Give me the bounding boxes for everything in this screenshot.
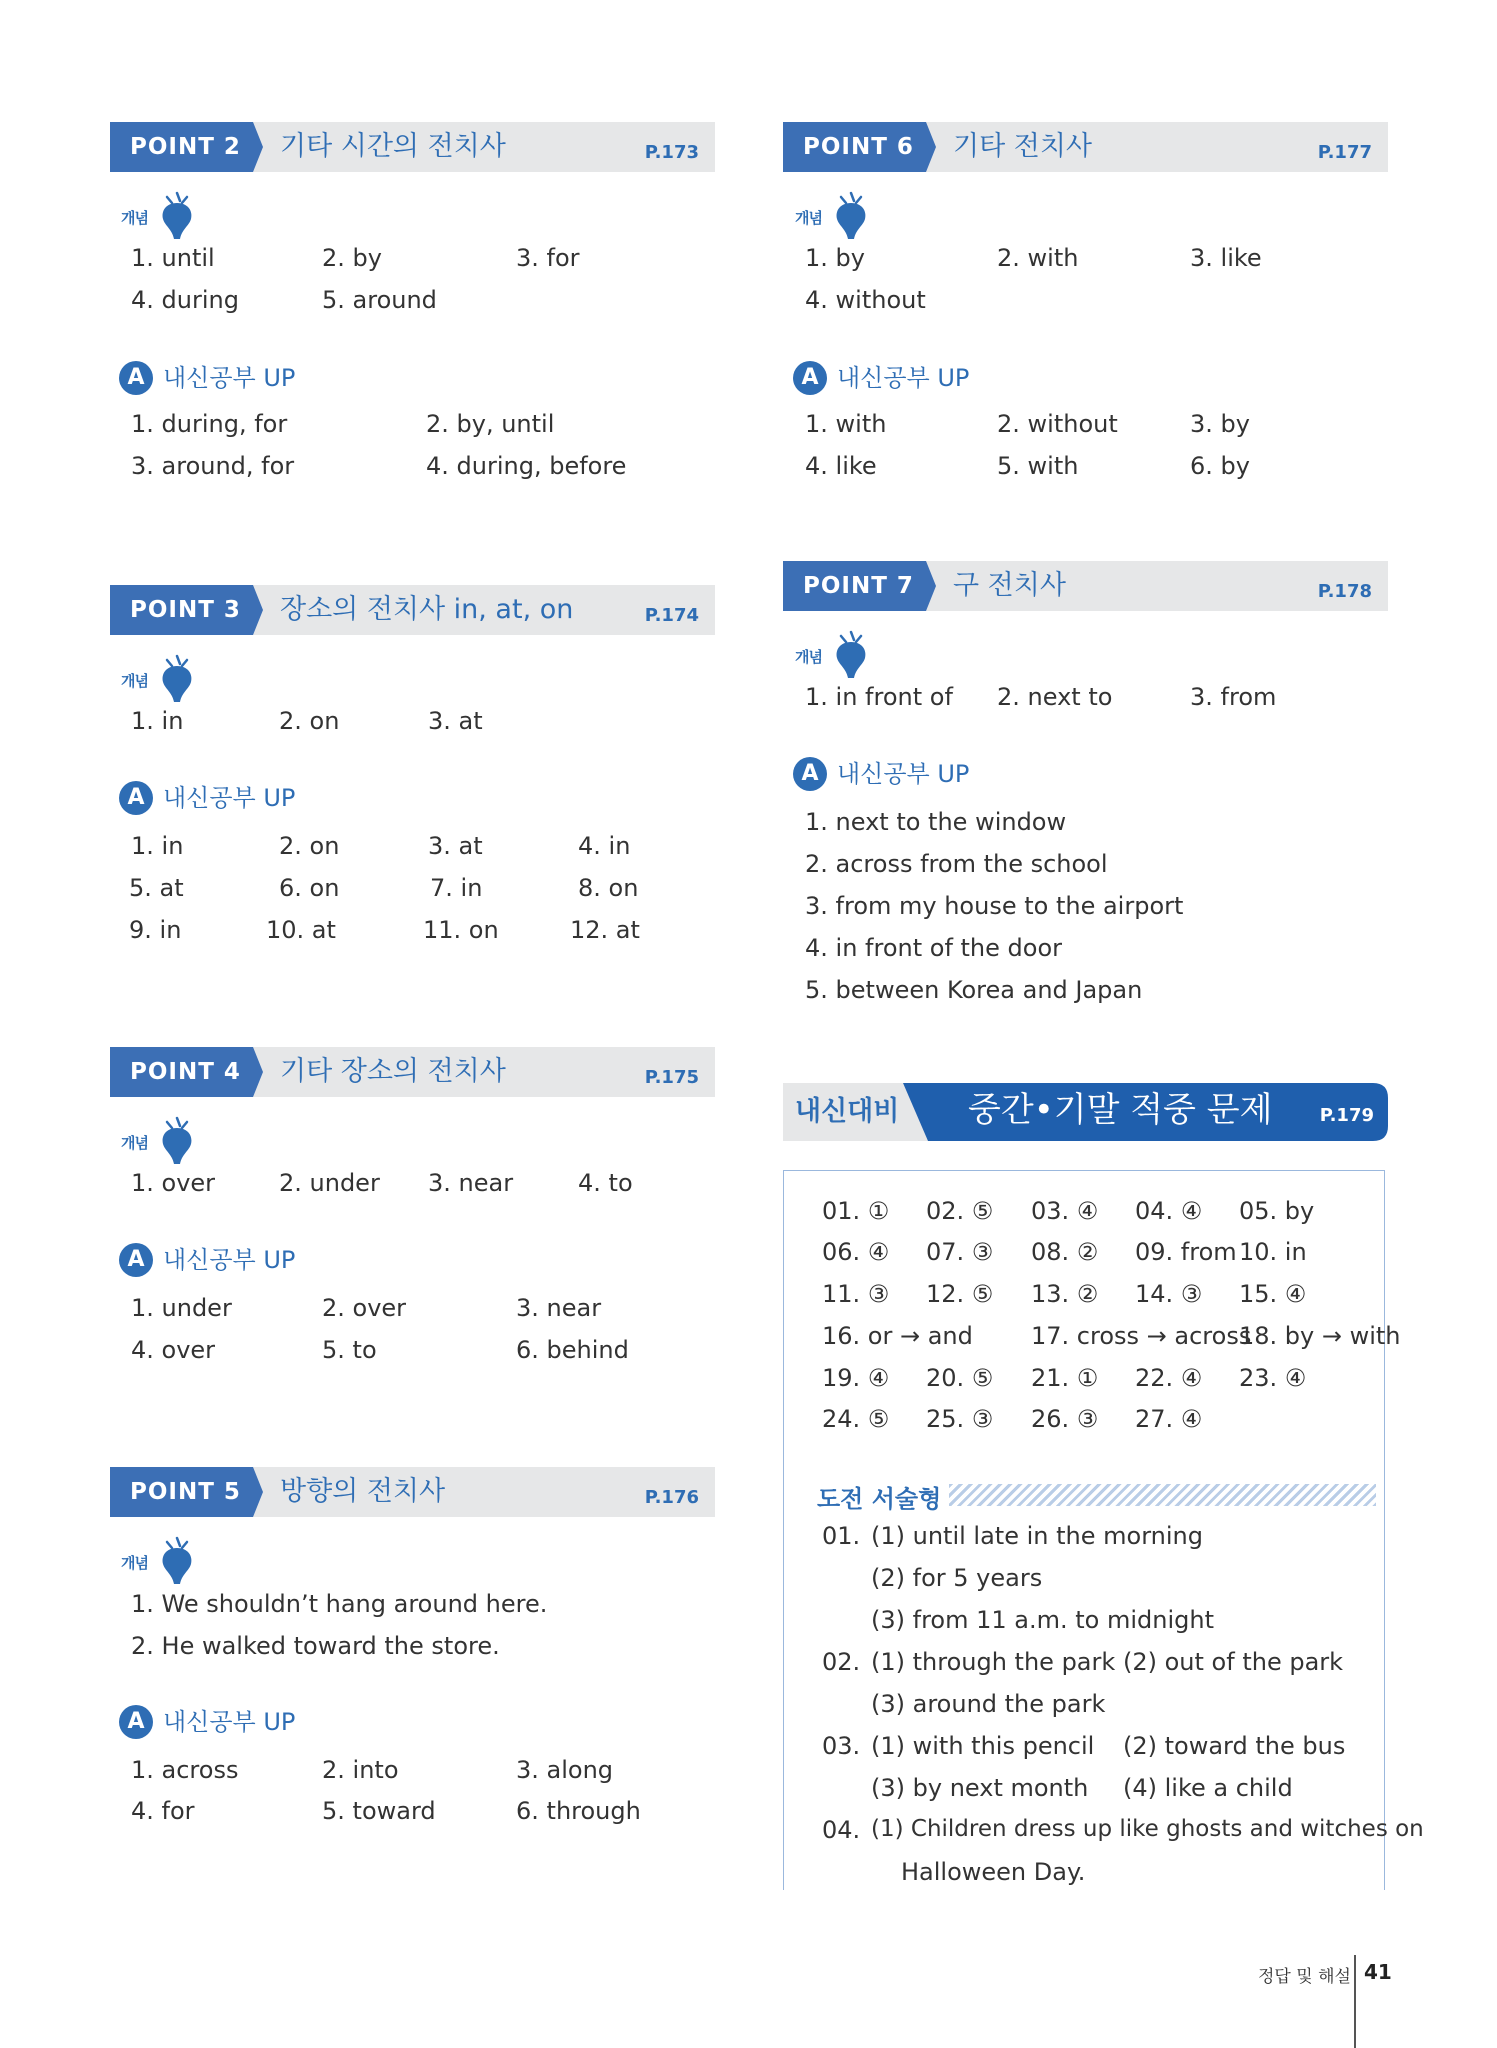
bulb-icon (157, 652, 197, 704)
concept-label (121, 652, 201, 704)
page-reference: P.175 (644, 1067, 699, 1088)
challenge-number: 02. (822, 1648, 861, 1676)
point-title: 기타 시간의 전치사 (280, 131, 506, 162)
point-badge: POINT 4 (110, 1047, 253, 1097)
answer-item: 5. at (129, 874, 184, 902)
page-number: 41 (1364, 1960, 1392, 1984)
challenge-number: 01. (822, 1522, 861, 1550)
answer-item: 6. through (516, 1797, 641, 1825)
answer-item: 3. along (516, 1756, 614, 1784)
circle-a-icon: A (119, 1705, 153, 1739)
answer-item: 2. by, until (426, 410, 555, 438)
challenge-answer: (1) with this pencil (871, 1732, 1095, 1760)
answer-item: 1. until (131, 244, 215, 272)
section-a-title: 내신공부 UP (163, 1708, 296, 1736)
challenge-answer: (2) out of the park (1123, 1648, 1344, 1676)
page-reference: P.178 (1317, 581, 1372, 602)
answer-item: 4. in front of the door (805, 934, 1063, 962)
exam-answer: 12. ⑤ (926, 1280, 994, 1308)
exam-answer: 15. ④ (1239, 1280, 1307, 1308)
exam-answer: 07. ③ (926, 1238, 994, 1266)
point-badge: POINT 7 (783, 561, 926, 611)
challenge-title: 도전 서술형 (817, 1485, 942, 1513)
page-reference: P.177 (1317, 142, 1372, 163)
concept-text: 개념 (121, 209, 148, 227)
answer-item: 1. with (805, 410, 887, 438)
exam-answer: 27. ④ (1135, 1405, 1203, 1433)
answer-item: 3. around, for (131, 452, 295, 480)
section-a-title: 내신공부 UP (163, 1246, 296, 1274)
answer-item: 5. between Korea and Japan (805, 976, 1143, 1004)
answer-item: 3. for (516, 244, 580, 272)
answer-item: 5. around (322, 286, 437, 314)
section-a-title: 내신공부 UP (163, 784, 296, 812)
point-badge: POINT 3 (110, 585, 253, 635)
challenge-answer: (1) until late in the morning (871, 1522, 1203, 1550)
answer-item: 4. like (805, 452, 877, 480)
answer-item: 8. on (578, 874, 639, 902)
page-reference: P.179 (1319, 1105, 1374, 1126)
answer-item: 1. in (131, 832, 184, 860)
exam-answer: 24. ⑤ (822, 1405, 890, 1433)
answer-item: 3. at (428, 832, 483, 860)
section-a-title: 내신공부 UP (163, 364, 296, 392)
exam-answer: 26. ③ (1031, 1405, 1099, 1433)
answer-item: 1. in front of (805, 683, 953, 711)
concept-text: 개념 (795, 648, 822, 666)
answer-item: 1. by (805, 244, 865, 272)
answer-item: 1. during, for (131, 410, 288, 438)
exam-answer: 11. ③ (822, 1280, 890, 1308)
point-badge: POINT 2 (110, 122, 253, 172)
circle-a-icon: A (793, 361, 827, 395)
answer-item: 2. on (279, 832, 340, 860)
answer-item: 2. into (322, 1756, 399, 1784)
point7-header (783, 561, 1388, 611)
answer-item: 11. on (423, 916, 499, 944)
circle-a-icon: A (793, 757, 827, 791)
answer-item: 3. from (1190, 683, 1277, 711)
answer-item: 1. in (131, 707, 184, 735)
answer-item: 3. near (428, 1169, 514, 1197)
answer-item: 1. We shouldn’t hang around here. (131, 1590, 548, 1618)
exam-answer: 22. ④ (1135, 1364, 1203, 1392)
challenge-answer: Halloween Day. (901, 1858, 1086, 1886)
exam-answer: 02. ⑤ (926, 1197, 994, 1225)
answer-item: 2. on (279, 707, 340, 735)
answer-item: 5. with (997, 452, 1079, 480)
exam-answer: 13. ② (1031, 1280, 1099, 1308)
answer-item: 1. next to the window (805, 808, 1067, 836)
page-reference: P.173 (644, 142, 699, 163)
challenge-number: 03. (822, 1732, 861, 1760)
answer-item: 5. to (322, 1336, 377, 1364)
point-title: 구 전치사 (953, 570, 1066, 601)
exam-answer: 03. ④ (1031, 1197, 1099, 1225)
challenge-answer: (1) through the park (871, 1648, 1116, 1676)
section-a-title: 내신공부 UP (837, 364, 970, 392)
section-a-title: 내신공부 UP (837, 760, 970, 788)
footer-text: 정답 및 해설 (1258, 1967, 1351, 1987)
challenge-divider (949, 1484, 1376, 1506)
exam-answer: 25. ③ (926, 1405, 994, 1433)
challenge-answer: (3) around the park (871, 1690, 1106, 1718)
circle-a-icon: A (119, 361, 153, 395)
exam-answer: 20. ⑤ (926, 1364, 994, 1392)
challenge-answer: (1) Children dress up like ghosts and witches on (871, 1816, 1424, 1842)
exam-answer: 10. in (1239, 1238, 1307, 1266)
point5-header (110, 1467, 715, 1517)
footer-divider (1354, 1955, 1356, 2048)
exam-answer: 18. by → with (1239, 1322, 1401, 1350)
answer-item: 1. under (131, 1294, 232, 1322)
answer-item: 6. on (279, 874, 340, 902)
answer-item: 12. at (570, 916, 640, 944)
bulb-icon (831, 628, 871, 680)
answer-item: 2. across from the school (805, 850, 1108, 878)
answer-item: 2. with (997, 244, 1079, 272)
answer-item: 6. by (1190, 452, 1250, 480)
concept-text: 개념 (121, 1134, 148, 1152)
exam-answer: 09. from (1135, 1238, 1237, 1266)
point-badge: POINT 6 (783, 122, 926, 172)
exam-title: 중간•기말 적중 문제 (968, 1090, 1273, 1130)
answer-item: 3. like (1190, 244, 1262, 272)
point4-header (110, 1047, 715, 1097)
page-reference: P.176 (644, 1487, 699, 1508)
exam-answer: 06. ④ (822, 1238, 890, 1266)
answer-item: 4. during (131, 286, 239, 314)
answer-item: 4. without (805, 286, 926, 314)
exam-answer: 05. by (1239, 1197, 1315, 1225)
concept-label (121, 1534, 201, 1586)
answer-item: 9. in (129, 916, 182, 944)
concept-label (121, 1114, 201, 1166)
concept-label (121, 189, 201, 241)
circle-a-icon: A (119, 1243, 153, 1277)
answer-item: 1. across (131, 1756, 239, 1784)
point-title: 장소의 전치사 in, at, on (280, 594, 574, 625)
point-badge: POINT 5 (110, 1467, 253, 1517)
answer-item: 6. behind (516, 1336, 629, 1364)
point2-header (110, 122, 715, 172)
bulb-icon (157, 1534, 197, 1586)
answer-item: 4. for (131, 1797, 195, 1825)
answer-item: 5. toward (322, 1797, 436, 1825)
answer-item: 2. over (322, 1294, 407, 1322)
point-title: 기타 전치사 (953, 131, 1092, 162)
exam-answer: 04. ④ (1135, 1197, 1203, 1225)
answer-item: 1. over (131, 1169, 216, 1197)
answer-item: 4. to (578, 1169, 633, 1197)
point-title: 방향의 전치사 (280, 1476, 446, 1507)
bulb-icon (157, 189, 197, 241)
concept-text: 개념 (121, 672, 148, 690)
answer-item: 3. near (516, 1294, 602, 1322)
exam-header (783, 1083, 1388, 1141)
exam-answer: 17. cross → across (1031, 1322, 1252, 1350)
bulb-icon (157, 1114, 197, 1166)
answer-item: 2. by (322, 244, 382, 272)
challenge-number: 04. (822, 1816, 861, 1844)
point6-header (783, 122, 1388, 172)
concept-text: 개념 (121, 1554, 148, 1572)
challenge-answer: (3) by next month (871, 1774, 1089, 1802)
circle-a-icon: A (119, 781, 153, 815)
answer-item: 2. without (997, 410, 1118, 438)
challenge-answer: (4) like a child (1123, 1774, 1293, 1802)
answer-item: 10. at (266, 916, 336, 944)
exam-answer: 08. ② (1031, 1238, 1099, 1266)
answer-item: 2. next to (997, 683, 1113, 711)
concept-text: 개념 (795, 209, 822, 227)
answer-item: 7. in (430, 874, 483, 902)
exam-tag: 내신대비 (795, 1096, 900, 1127)
answer-item: 2. under (279, 1169, 380, 1197)
concept-label (795, 628, 875, 680)
exam-answer: 23. ④ (1239, 1364, 1307, 1392)
answer-item: 2. He walked toward the store. (131, 1632, 500, 1660)
concept-label (795, 189, 875, 241)
answer-item: 3. from my house to the airport (805, 892, 1184, 920)
exam-answer: 01. ① (822, 1197, 890, 1225)
answer-item: 3. at (428, 707, 483, 735)
challenge-answer: (3) from 11 a.m. to midnight (871, 1606, 1214, 1634)
answer-item: 4. during, before (426, 452, 627, 480)
answer-item: 3. by (1190, 410, 1250, 438)
exam-answer: 19. ④ (822, 1364, 890, 1392)
answer-item: 4. in (578, 832, 631, 860)
exam-answer: 21. ① (1031, 1364, 1099, 1392)
exam-answer: 16. or → and (822, 1322, 973, 1350)
challenge-answer: (2) for 5 years (871, 1564, 1043, 1592)
challenge-answer: (2) toward the bus (1123, 1732, 1346, 1760)
bulb-icon (831, 189, 871, 241)
point3-header (110, 585, 715, 635)
answer-item: 4. over (131, 1336, 216, 1364)
exam-answer: 14. ③ (1135, 1280, 1203, 1308)
page-reference: P.174 (644, 605, 699, 626)
point-title: 기타 장소의 전치사 (280, 1056, 506, 1087)
